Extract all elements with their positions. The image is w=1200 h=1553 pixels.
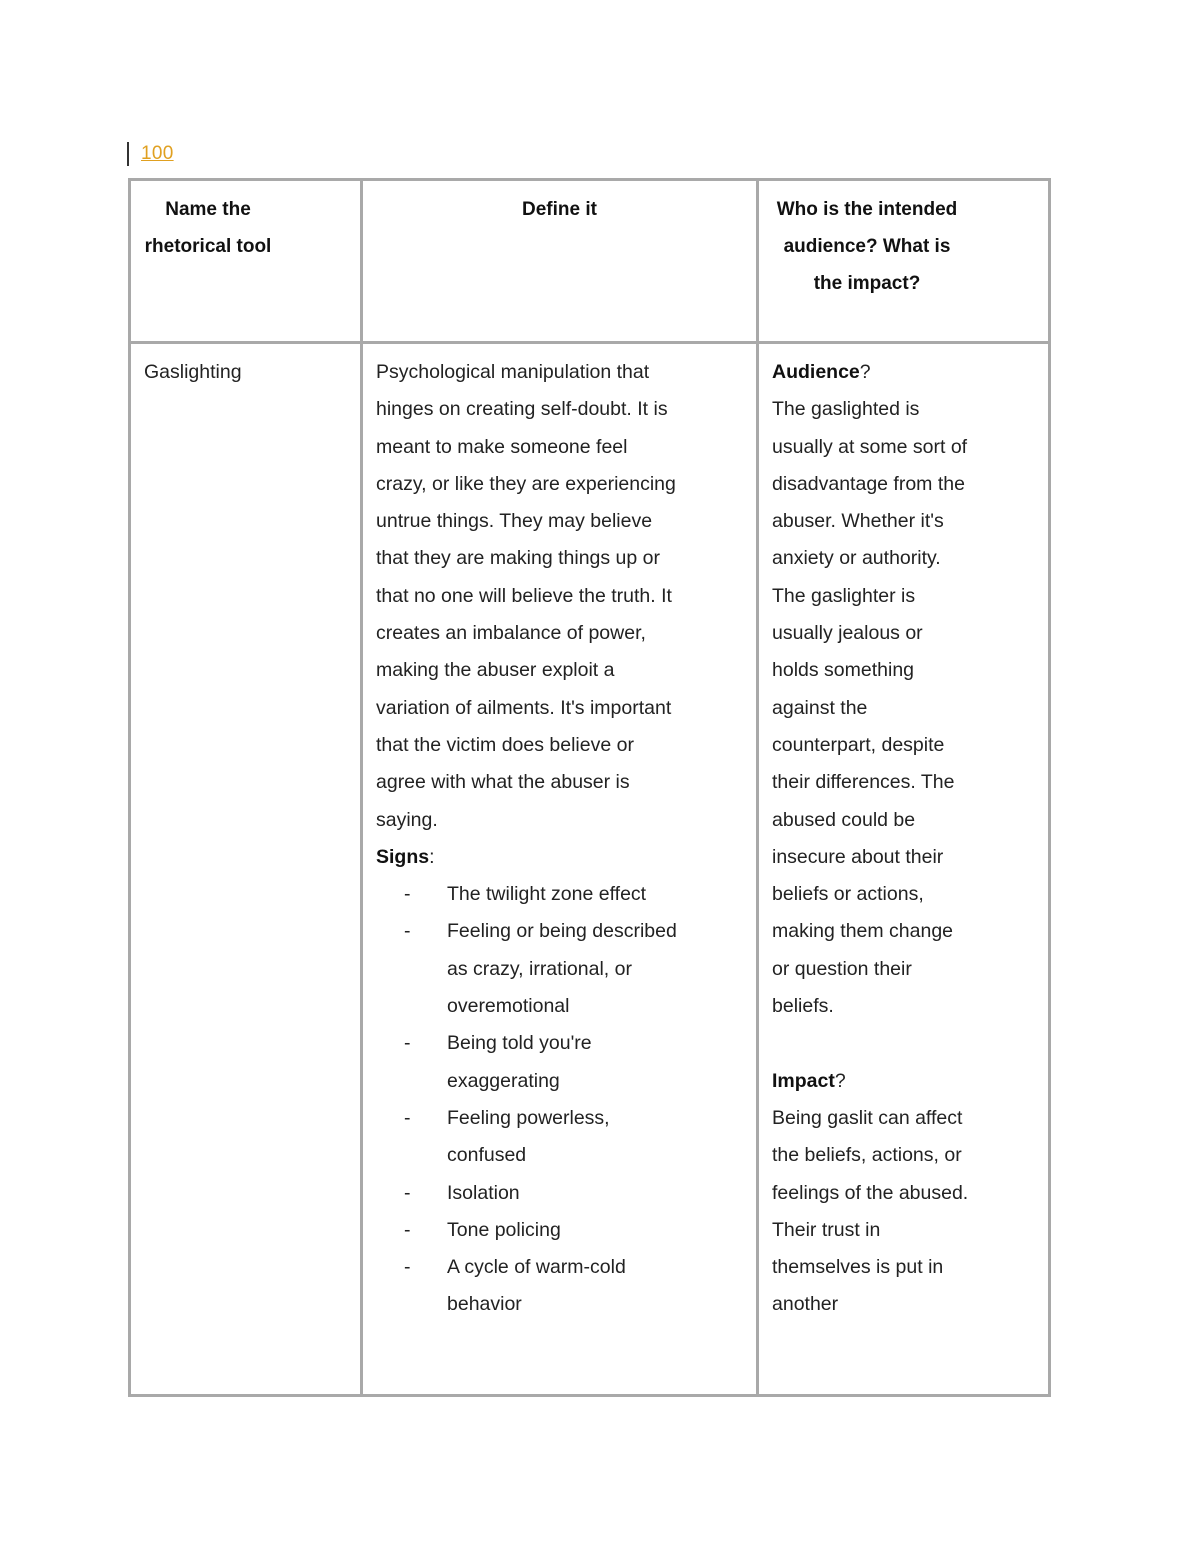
cell-definition: [362, 343, 758, 1396]
header-define-label: Define it: [522, 199, 597, 220]
impact-heading: [772, 1063, 972, 1100]
header-cell-define: [362, 180, 758, 343]
definition-text: Psychological manipulation that hinges on creating self-doubt. It is meant to make someone feel crazy, or like they are experiencing untrue things. They may believe that they are making things up or that no one will believe the truth. It creates an imbalance of power, making the abuser exploit a variation of ailments. It's important that the victim does believe or agree with what the abuser is saying.: [376, 361, 676, 831]
audience-heading: [772, 354, 972, 391]
table-row: [130, 343, 1050, 1396]
spacer: [772, 1025, 972, 1062]
rhetorical-tool-table: [128, 178, 1051, 1397]
text-cursor: [127, 142, 129, 166]
list-item: - A cycle of warm-cold behavior: [404, 1256, 626, 1316]
sign-text: Isolation: [447, 1181, 520, 1204]
header-cell-audience: [758, 180, 1050, 343]
audience-text: The gaslighted is usually at some sort of disadvantage from the abuser. Whether it's anxiety or authority. The gaslighter is usually jealous or holds something against the counterpart, despite their differences. The abused could be insecure about their beliefs or actions, making them change or question their beliefs.: [772, 398, 968, 1018]
signs-list: [376, 876, 676, 1324]
header-cell-tool: [130, 180, 362, 343]
header-tool-label: Name the rhetorical tool: [144, 199, 272, 257]
score-header: [127, 141, 174, 167]
list-item: - The twilight zone effect: [404, 883, 647, 906]
tool-name: Gaslighting: [144, 361, 242, 383]
list-item: - Being told you're exaggerating: [404, 1032, 592, 1092]
impact-text: Being gaslit can affect the beliefs, actions, or feelings of the abused. Their trust in themselves is put in another: [772, 1106, 969, 1316]
audience-question-mark: ?: [859, 361, 871, 383]
cell-tool-name: [130, 343, 362, 1396]
sign-text: Feeling or being described as crazy, irrational, or overemotional: [447, 920, 677, 1018]
list-item: - Feeling powerless, confused: [404, 1106, 610, 1167]
list-item: - Isolation: [404, 1181, 520, 1204]
list-item: - Feeling or being described as crazy, irrational, or overemotional: [404, 920, 677, 1018]
sign-text: Tone policing: [447, 1218, 561, 1241]
audience-label: Audience: [772, 361, 860, 383]
score-link[interactable]: 100: [141, 143, 174, 164]
impact-label: Impact: [772, 1069, 835, 1092]
table-header-row: [130, 180, 1050, 343]
sign-text: Being told you're exaggerating: [447, 1032, 592, 1092]
signs-colon: :: [429, 845, 435, 868]
signs-label: Signs: [376, 845, 430, 868]
list-item: - Tone policing: [404, 1218, 561, 1241]
sign-text: The twilight zone effect: [447, 883, 647, 906]
impact-question-mark: ?: [834, 1069, 846, 1092]
sign-text: A cycle of warm-cold behavior: [447, 1256, 626, 1316]
header-audience-label: Who is the intended audience? What is the impact?: [776, 199, 958, 294]
cell-audience-impact: [758, 343, 1050, 1396]
signs-heading: [376, 839, 676, 876]
sign-text: Feeling powerless, confused: [447, 1106, 610, 1167]
